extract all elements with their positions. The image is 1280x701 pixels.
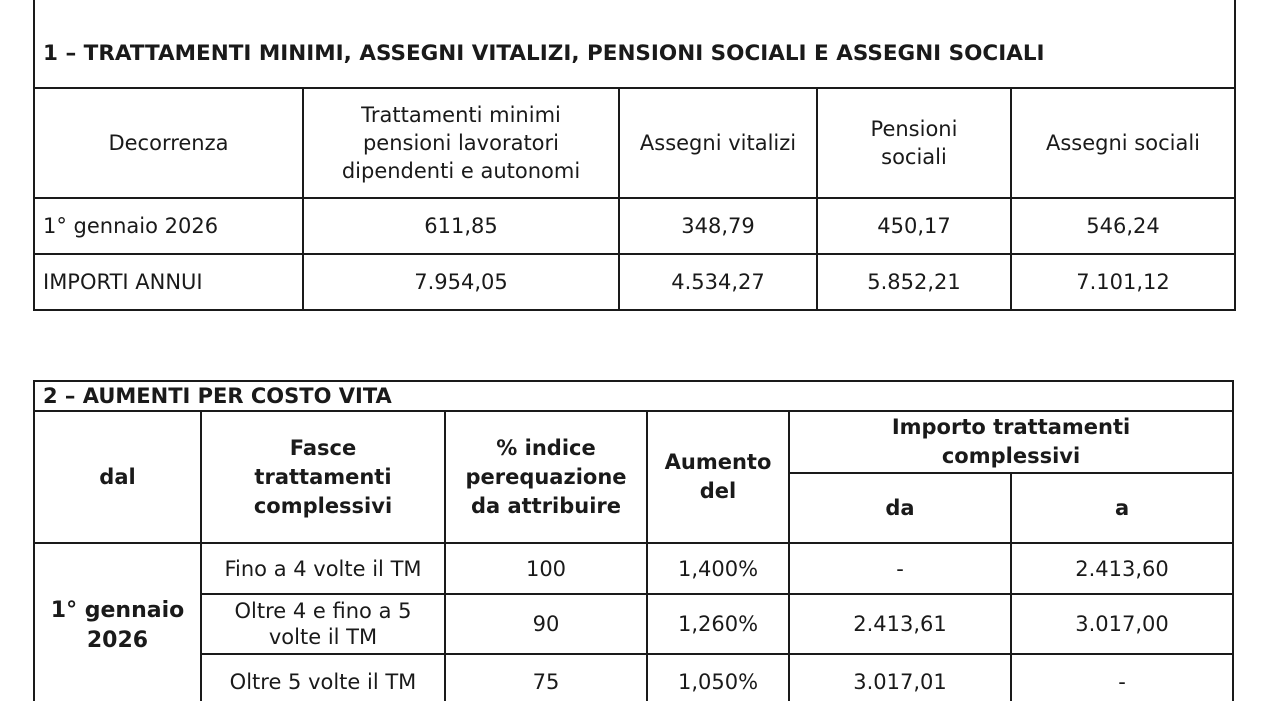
table1-title: 1 – TRATTAMENTI MINIMI, ASSEGNI VITALIZI, PENSIONI SOCIALI E ASSEGNI SOCIALI — [34, 0, 1235, 88]
table1-header-pensioni-sociali: Pensioni sociali — [817, 88, 1011, 198]
table1-title-row — [34, 0, 1235, 88]
table2-cell: 2.413,60 — [1011, 543, 1233, 594]
table-row — [34, 594, 1233, 654]
table1-cell: 348,79 — [619, 198, 817, 254]
table-row — [34, 198, 1235, 254]
table2-title: 2 – AUMENTI PER COSTO VITA — [34, 381, 1233, 411]
table1-cell: 546,24 — [1011, 198, 1235, 254]
table1-header-trattamenti-minimi: Trattamenti minimi pensioni lavoratori dipendenti e autonomi — [303, 88, 619, 198]
table2-cell: 3.017,01 — [789, 654, 1011, 701]
table2-header-da: da — [789, 473, 1011, 543]
table2-cell-fascia: Fino a 4 volte il TM — [201, 543, 445, 594]
table1-cell: 450,17 — [817, 198, 1011, 254]
table-row — [34, 254, 1235, 310]
table2-cell-fascia: Oltre 4 e fino a 5 volte il TM — [201, 594, 445, 654]
table2-header-indice: % indice perequazione da attribuire — [445, 411, 647, 543]
table1-cell: 7.101,12 — [1011, 254, 1235, 310]
table2-date-cell: 1° gennaio 2026 — [34, 543, 201, 701]
table2-cell: 90 — [445, 594, 647, 654]
table2-cell: - — [1011, 654, 1233, 701]
table1-cell: 611,85 — [303, 198, 619, 254]
table2-header-importo: Importo trattamenti complessivi — [789, 411, 1233, 473]
table2-cell: 100 — [445, 543, 647, 594]
table2-cell: 2.413,61 — [789, 594, 1011, 654]
table-trattamenti-minimi — [33, 0, 1236, 311]
table2-header-aumento: Aumento del — [647, 411, 789, 543]
table2-cell: 3.017,00 — [1011, 594, 1233, 654]
table1-row-label: 1° gennaio 2026 — [34, 198, 303, 254]
table1-cell: 5.852,21 — [817, 254, 1011, 310]
table2-cell: 1,400% — [647, 543, 789, 594]
table1-row-label: IMPORTI ANNUI — [34, 254, 303, 310]
table1-header-decorrenza: Decorrenza — [34, 88, 303, 198]
table1-header-row — [34, 88, 1235, 198]
table1-header-assegni-sociali: Assegni sociali — [1011, 88, 1235, 198]
table2-cell: 75 — [445, 654, 647, 701]
table2-cell: - — [789, 543, 1011, 594]
table2-header-dal: dal — [34, 411, 201, 543]
table1-cell: 7.954,05 — [303, 254, 619, 310]
table2-cell: 1,260% — [647, 594, 789, 654]
table-row — [34, 543, 1233, 594]
table-row — [34, 654, 1233, 701]
table1-header-assegni-vitalizi: Assegni vitalizi — [619, 88, 817, 198]
table2-cell-fascia: Oltre 5 volte il TM — [201, 654, 445, 701]
table-aumenti-costo-vita — [33, 380, 1234, 701]
table2-header-a: a — [1011, 473, 1233, 543]
table2-header-row — [34, 411, 1233, 473]
table2-cell: 1,050% — [647, 654, 789, 701]
table1-cell: 4.534,27 — [619, 254, 817, 310]
table2-title-row — [34, 381, 1233, 411]
table2-header-fasce: Fasce trattamenti complessivi — [201, 411, 445, 543]
